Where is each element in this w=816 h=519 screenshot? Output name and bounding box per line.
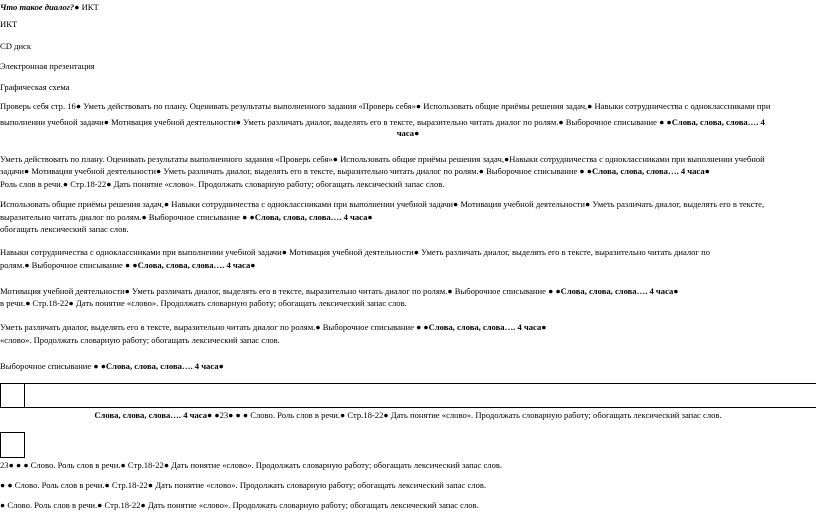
bullet-icon: ● [124,286,130,296]
bullet-icon: ● [250,260,256,270]
bullet-icon: ● [140,500,146,510]
bullet-icon: ● [218,361,224,371]
bottom-line3: ● Слово. Роль слов в речи.● Стр.18-22● Дать понятие «слово». Продолжать словарную работу; обогащать лексический запас слов. [0,500,479,510]
bullet-icon: ● [558,117,564,127]
bullet-icon: ● [704,166,710,176]
bullet-icon: ● [74,2,80,12]
bullet-icon: ● [132,260,138,270]
bullet-icon: ● [242,212,248,222]
bottom-line1: 23● ● ● Слово. Роль слов в речи.● Стр.18-22● Дать понятие «слово». Продолжать словарную работу; обогащать лексический запас слов. [0,460,503,470]
bullet-icon: ● [585,199,591,209]
bullet-icon: ● [235,410,241,420]
page-title: Что такое диалог? [0,2,75,12]
resource-cd: CD диск [0,41,32,51]
bullet-icon: ● [666,117,672,127]
bullet-icon: ● [340,410,346,420]
bullet-icon: ● [156,166,162,176]
bullet-icon: ● [367,212,373,222]
bullet-icon: ● [548,286,554,296]
block4-line1: Навыки сотрудничества с одноклассниками при выполнении учебной задачи● Мотивация учебной деятельности● Уметь различать диалог, выделять его в тексте, выразительно читать диалог по [0,247,710,257]
block3-line3: обогащать лексический запас слов. [0,224,129,234]
bullet-icon: ● [141,212,147,222]
bullet-icon: ● [423,322,429,332]
table-empty-cell [0,383,25,408]
bullet-icon: ● [587,101,593,111]
block7-line1: Выборочное списывание ● ●Слова, слова, слова…. 4 часа● [0,361,224,371]
block6-line1: Уметь различать диалог, выделять его в тексте, выразительно читать диалог по ролям.● Выборочное списывание ● ●Слова, слова, слова…. 4 часа● [0,322,547,332]
bullet-icon: ● [125,260,131,270]
bullet-icon: ● [415,101,422,111]
block1-line1: Проверь себя стр. 16● Уметь действовать по плану. Оценивать результаты выполненного задания «Проверь себя»● Использовать общие приёмы решения задач,● Навыки сотрудничества с одноклассниками при [0,101,771,111]
block2-line1: Уметь действовать по плану. Оценивать результаты выполненного задания «Проверь себя»● Использовать общие приёмы решения задач,●Навыки сотрудничества с одноклассниками при выполнении учебной [0,154,765,164]
block6-line2: «слово». Продолжать словарную работу; обогащать лексический запас слов. [0,335,280,345]
bullet-icon: ● [15,460,22,470]
table-top-rule [0,383,816,384]
bullet-icon: ● [555,286,561,296]
bullet-icon: ● [541,322,547,332]
block4-line2: ролям.● Выборочное списывание ● ●Слова, слова, слова…. 4 часа● [0,260,256,270]
bullet-icon: ● [579,166,585,176]
block1-line3: часа● [396,128,420,138]
bullet-icon: ● [416,322,422,332]
bullet-icon: ● [68,298,74,308]
bullet-icon: ● [25,298,31,308]
block5-line1: Мотивация учебной деятельности● Уметь различать диалог, выделять его в тексте, выразительно читать диалог по ролям.● Выборочное списывание ● ●Слова, слова, слова…. 4 часа● [0,286,679,296]
bottom-line2: ● ● Слово. Роль слов в речи.● Стр.18-22● Дать понятие «слово». Продолжать словарную работу; обогащать лексический запас слов. [0,480,487,490]
resource-label: ИКТ [81,2,99,12]
bullet-icon: ● [214,410,220,420]
bullet-icon: ● [413,247,419,257]
bullet-icon: ● [281,247,287,257]
bullet-icon: ● [97,500,103,510]
bullet-icon: ● [315,322,321,332]
bullet-icon: ● [163,199,170,209]
bullet-icon: ● [478,166,484,176]
bullet-icon: ● [23,460,29,470]
bullet-icon: ● [100,361,106,371]
bullet-icon: ● [62,179,69,189]
bullet-icon: ● [0,480,6,490]
header-line [0,2,99,13]
bullet-icon: ● [503,154,510,164]
bullet-icon: ● [24,260,30,270]
resource-scheme: Графическая схема [0,82,70,92]
bullet-icon: ● [414,128,420,138]
bullet-icon: ● [75,101,82,111]
bullet-icon: ● [103,117,109,127]
bullet-icon: ● [23,166,30,176]
block3-line2: выразительно читать диалог по ролям.● Выборочное списывание ● ●Слова, слова, слова…. 4 часа● [0,212,373,222]
bullet-icon: ● [7,480,13,490]
bullet-icon: ● [104,480,110,490]
table-empty-cell [0,432,25,458]
bullet-icon: ● [673,286,679,296]
bullet-icon: ● [8,460,14,470]
bullet-icon: ● [228,410,234,420]
block2-line2: задачи● Мотивация учебной деятельности● Уметь различать диалог, выделять его в тексте, выразительно читать диалог по ролям.● Выборочное списывание ● ●Слова, слова, слова…. 4 часа● [0,166,710,176]
resource-presentation: Электронная презентация [0,61,95,71]
bullet-icon: ● [242,410,249,420]
bullet-icon: ● [106,179,112,189]
bullet-icon: ● [332,154,338,164]
bullet-icon: ● [249,212,255,222]
bullet-icon: ● [586,166,592,176]
bullet-icon: ● [0,500,6,510]
resource-ikt: ИКТ [0,19,18,29]
bullet-icon: ● [235,117,241,127]
block5-line2: в речи.● Стр.18-22● Дать понятие «слово». Продолжать словарную работу; обогащать лексический запас слов. [0,298,407,308]
bullet-icon: ● [447,286,453,296]
bullet-icon: ● [93,361,99,371]
bullet-icon: ● [659,117,665,127]
block2-line3: Роль слов в речи.● Стр.18-22● Дать понятие «слово». Продолжать словарную работу; обогащать лексический запас слов. [0,179,445,189]
bullet-icon: ● [383,410,389,420]
bullet-icon: ● [147,480,154,490]
table-bottom-rule [0,407,816,408]
block3-line1: Использовать общие приёмы решения задач,● Навыки сотрудничества с одноклассниками при выполнении учебной задачи● Мотивация учебной деятельности● Уметь различать диалог, выделять его в тексте, [0,199,765,209]
block1-line2: выполнении учебной задачи● Мотивация учебной деятельности● Уметь различать диалог, выделять его в тексте, выразительно читать диалог по ролям.● Выборочное списывание ● ●Слова, слова, слова…. 4 [0,117,765,127]
bullet-icon: ● [453,199,459,209]
bullet-icon: ● [207,410,213,420]
bullet-icon: ● [163,460,170,470]
bullet-icon: ● [120,460,126,470]
table-row-line: Слова, слова, слова…. 4 часа● ●23● ● ● Слово. Роль слов в речи.● Стр.18-22● Дать понятие «слово». Продолжать словарную работу; обогащать лексический запас слов. [94,410,722,420]
